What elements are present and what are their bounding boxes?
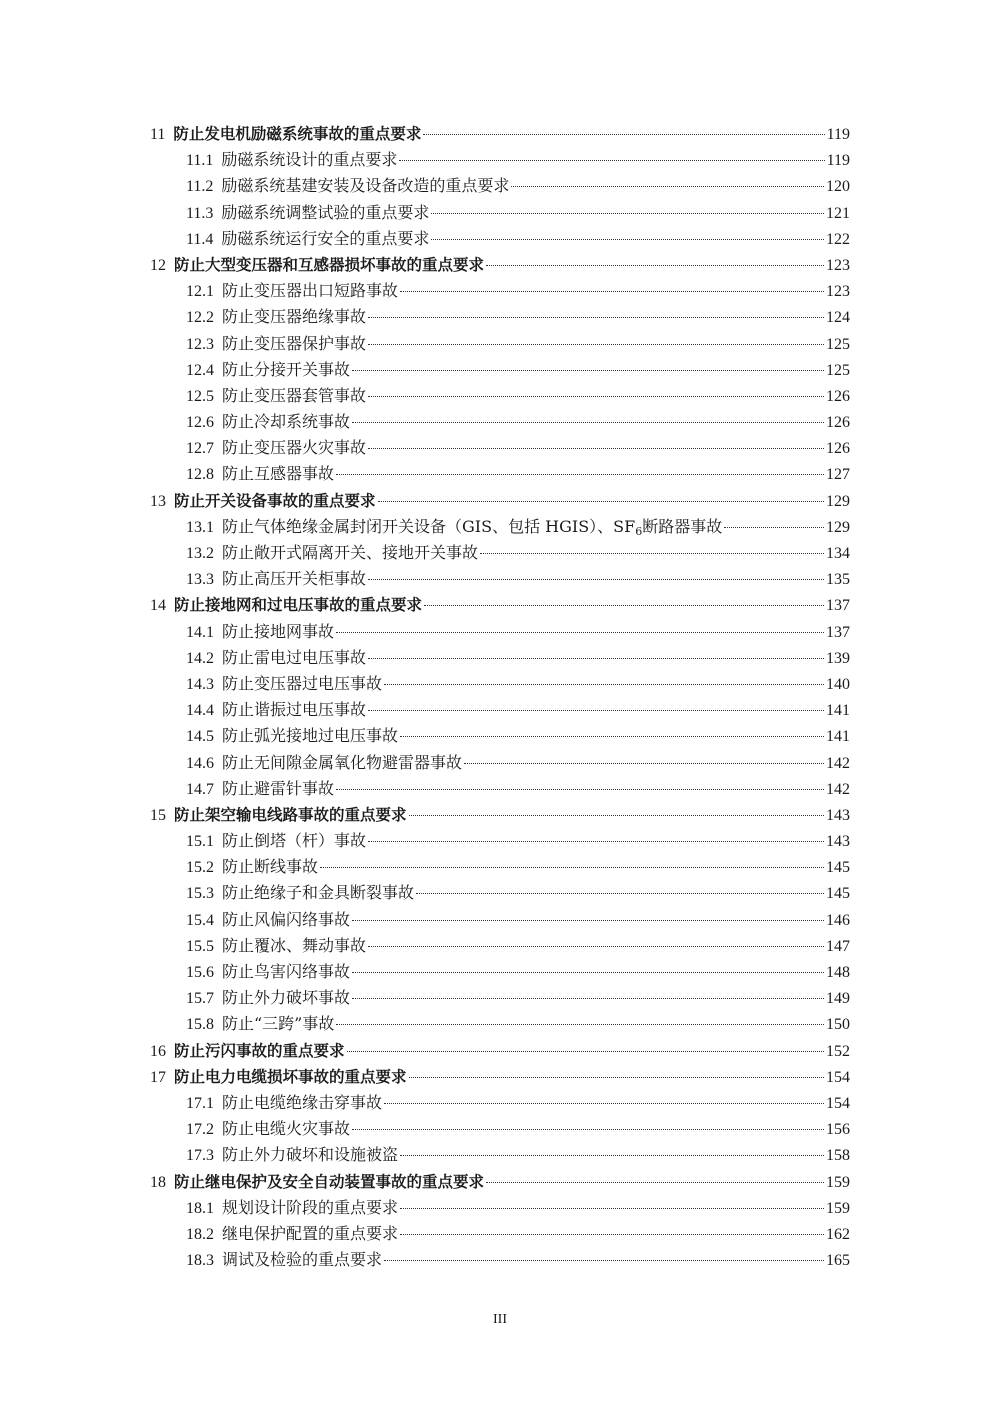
toc-entry-page-number: 158 [826, 1147, 850, 1165]
toc-entry-page-number: 141 [826, 702, 850, 720]
toc-section-entry[interactable] [150, 514, 850, 540]
toc-dot-leader [400, 1155, 824, 1156]
toc-dot-leader [368, 658, 824, 659]
toc-entry-title: 防止断线事故 [222, 857, 319, 877]
toc-section-entry[interactable] [150, 985, 850, 1011]
toc-entry-title: 防止“三跨”事故 [222, 1014, 335, 1034]
toc-dot-leader [352, 422, 824, 423]
toc-entry-title-text: 防止气体绝缘金属封闭开关设备（GIS、包括 HGIS）、SF [222, 516, 636, 536]
toc-dot-leader [336, 632, 824, 633]
toc-entry-title: 防止冷却系统事故 [222, 412, 351, 432]
toc-chapter-entry[interactable] [150, 802, 850, 828]
toc-chapter-entry[interactable] [150, 252, 850, 278]
toc-entry-number: 11 [150, 126, 166, 143]
toc-entry-title: 防止电力电缆损坏事故的重点要求 [174, 1067, 407, 1086]
toc-entry-number: 15.7 [186, 990, 214, 1008]
toc-dot-leader [352, 972, 824, 973]
toc-entry-title: 防止变压器保护事故 [222, 333, 367, 353]
toc-section-entry[interactable] [150, 200, 850, 226]
toc-entry-number: 17.1 [186, 1094, 214, 1112]
toc-section-entry[interactable] [150, 1142, 850, 1168]
toc-chapter-entry[interactable] [150, 1064, 850, 1090]
toc-entry-title: 防止外力破坏事故 [222, 988, 351, 1008]
toc-entry-title: 防止无间隙金属氧化物避雷器事故 [222, 752, 463, 772]
toc-dot-leader [352, 998, 824, 999]
toc-entry-page-number: 154 [826, 1068, 850, 1086]
toc-section-entry[interactable] [150, 331, 850, 357]
toc-entry-number: 12.8 [186, 466, 214, 484]
toc-dot-leader [486, 1182, 824, 1183]
toc-entry-title: 防止接地网和过电压事故的重点要求 [174, 596, 423, 615]
toc-entry-number: 13 [150, 492, 166, 510]
toc-dot-leader [336, 474, 824, 475]
toc-entry-number: 17 [150, 1068, 166, 1086]
toc-dot-leader [378, 501, 824, 502]
toc-entry-page-number: 120 [826, 178, 850, 196]
toc-entry-title: 防止继电保护及安全自动装置事故的重点要求 [174, 1172, 485, 1191]
toc-chapter-entry[interactable] [150, 488, 850, 514]
toc-entry-title: 励磁系统基建安装及设备改造的重点要求 [221, 176, 510, 196]
toc-entry-number: 11.4 [186, 230, 214, 248]
toc-entry-title: 防止雷电过电压事故 [222, 647, 367, 667]
toc-entry-number: 13.2 [186, 545, 214, 562]
toc-dot-leader [409, 1077, 824, 1078]
toc-entry-page-number: 127 [826, 466, 850, 484]
toc-dot-leader [400, 736, 824, 737]
toc-entry-page-number: 145 [826, 885, 850, 903]
toc-section-entry[interactable] [150, 854, 850, 880]
toc-entry-page-number: 142 [826, 780, 850, 798]
toc-section-entry[interactable] [150, 226, 850, 252]
toc-section-entry[interactable] [150, 383, 850, 409]
toc-entry-title: 防止架空输电线路事故的重点要求 [174, 805, 407, 824]
toc-entry-page-number: 159 [826, 1199, 850, 1217]
toc-entry-title: 防止电缆火灾事故 [222, 1119, 351, 1139]
toc-dot-leader [486, 265, 824, 266]
toc-dot-leader [409, 815, 824, 816]
toc-entry-page-number: 119 [826, 126, 850, 143]
toc-entry-page-number: 140 [826, 675, 850, 693]
toc-entry-title: 防止变压器火灾事故 [222, 438, 367, 458]
toc-entry-title-text-after: 断路器事故 [642, 516, 723, 536]
toc-entry-number: 14.2 [186, 649, 214, 667]
toc-entry-number: 15.3 [186, 885, 214, 903]
toc-entry-page-number: 143 [826, 806, 850, 824]
toc-dot-leader [400, 1208, 824, 1209]
toc-entry-page-number: 147 [826, 937, 850, 955]
toc-entry-page-number: 149 [826, 990, 850, 1008]
toc-entry-title: 防止接地网事故 [222, 621, 335, 641]
toc-entry-page-number: 126 [826, 414, 850, 432]
toc-entry-page-number: 122 [826, 230, 850, 248]
toc-entry-number: 14 [150, 597, 166, 615]
toc-entry-page-number: 141 [826, 728, 850, 746]
toc-dot-leader [384, 1260, 824, 1261]
toc-entry-number: 15.6 [186, 964, 214, 981]
toc-section-entry[interactable] [150, 645, 850, 671]
toc-section-entry[interactable] [150, 435, 850, 461]
toc-dot-leader [368, 448, 824, 449]
toc-entry-number: 11.1 [186, 152, 214, 170]
toc-entry-number: 14.7 [186, 780, 214, 798]
toc-entry-number: 14.6 [186, 754, 214, 772]
toc-entry-page-number: 123 [826, 283, 850, 301]
toc-section-entry[interactable] [150, 933, 850, 959]
toc-dot-leader [368, 841, 824, 842]
toc-entry-title: 防止变压器套管事故 [222, 385, 367, 405]
toc-section-entry[interactable] [150, 1011, 850, 1037]
toc-entry-number: 15.1 [186, 833, 214, 851]
toc-dot-leader [399, 160, 824, 161]
toc-entry-number: 15.5 [186, 937, 214, 955]
toc-entry-page-number: 142 [826, 754, 850, 772]
toc-entry-page-number: 145 [826, 859, 850, 877]
toc-entry-number: 12.5 [186, 387, 214, 405]
toc-entry-title: 防止谐振过电压事故 [222, 700, 367, 720]
toc-dot-leader [368, 344, 824, 345]
toc-entry-page-number: 135 [826, 571, 850, 589]
toc-entry-number: 15.4 [186, 911, 214, 929]
toc-dot-leader [368, 317, 824, 318]
toc-chapter-entry[interactable] [150, 592, 850, 618]
toc-entry-title: 励磁系统运行安全的重点要求 [221, 228, 430, 248]
toc-entry-number: 12.4 [186, 361, 214, 379]
toc-entry-number: 14.4 [186, 702, 214, 720]
toc-entry-page-number: 129 [826, 492, 850, 510]
toc-entry-page-number: 125 [826, 335, 850, 353]
toc-entry-page-number: 156 [826, 1121, 850, 1139]
toc-section-entry[interactable] [150, 173, 850, 199]
toc-entry-number: 18.2 [186, 1225, 214, 1243]
toc-dot-leader [352, 920, 824, 921]
toc-entry-number: 18 [150, 1173, 166, 1191]
toc-entry-number: 16 [150, 1042, 166, 1060]
toc-entry-page-number: 125 [826, 361, 850, 379]
toc-dot-leader [384, 684, 824, 685]
toc-entry-number: 14.1 [186, 623, 214, 641]
toc-section-entry[interactable] [150, 880, 850, 906]
toc-entry-number: 17.2 [186, 1121, 214, 1139]
toc-dot-leader [480, 553, 824, 554]
toc-entry-title-subscript: 6 [635, 524, 643, 538]
toc-entry-title: 防止变压器过电压事故 [222, 673, 383, 693]
toc-dot-leader [400, 1234, 824, 1235]
toc-entry-title: 防止大型变压器和互感器损坏事故的重点要求 [174, 255, 485, 274]
toc-dot-leader [511, 186, 824, 187]
toc-entry-page-number: 121 [826, 204, 850, 222]
toc-section-entry[interactable] [150, 1247, 850, 1273]
toc-dot-leader [384, 1103, 824, 1104]
toc-entry-title: 防止发电机励磁系统事故的重点要求 [173, 125, 422, 143]
toc-dot-leader [352, 1129, 824, 1130]
toc-entry-page-number: 119 [826, 152, 850, 170]
toc-dot-leader [464, 763, 824, 764]
toc-section-entry[interactable] [150, 409, 850, 435]
toc-section-entry[interactable] [150, 357, 850, 383]
toc-entry-page-number: 152 [826, 1042, 850, 1060]
toc-entry-title: 防止互感器事故 [222, 464, 335, 484]
toc-entry-number: 12 [150, 256, 166, 274]
toc-section-entry[interactable] [150, 278, 850, 304]
toc-entry-title: 防止避雷针事故 [222, 778, 335, 798]
toc-dot-leader [416, 893, 824, 894]
toc-entry-page-number: 154 [826, 1094, 850, 1112]
toc-dot-leader [724, 527, 824, 528]
toc-entry-number: 12.2 [186, 309, 214, 327]
table-of-contents [150, 121, 850, 1273]
toc-entry-number: 14.5 [186, 728, 214, 746]
toc-entry-title: 防止分接开关事故 [222, 359, 351, 379]
toc-dot-leader [368, 946, 824, 947]
toc-entry-number: 12.3 [186, 335, 214, 353]
toc-entry-number: 13.1 [186, 518, 214, 536]
toc-entry-title: 继电保护配置的重点要求 [222, 1223, 399, 1243]
toc-entry-page-number: 139 [826, 649, 850, 667]
toc-section-entry[interactable] [150, 1090, 850, 1116]
toc-entry-title: 励磁系统设计的重点要求 [221, 150, 398, 170]
toc-section-entry[interactable] [150, 959, 850, 985]
toc-section-entry[interactable] [150, 907, 850, 933]
toc-entry-number: 15 [150, 806, 166, 824]
toc-dot-leader [320, 867, 824, 868]
toc-entry-number: 13.3 [186, 571, 214, 589]
toc-entry-number: 15.2 [186, 859, 214, 877]
toc-dot-leader [368, 710, 824, 711]
toc-entry-number: 18.3 [186, 1252, 214, 1270]
toc-entry-number: 18.1 [186, 1199, 214, 1217]
toc-entry-title: 防止覆冰、舞动事故 [222, 935, 367, 955]
toc-entry-title: 防止外力破坏和设施被盗 [222, 1145, 399, 1165]
toc-entry-page-number: 146 [826, 911, 850, 929]
toc-entry-page-number: 165 [826, 1252, 850, 1270]
toc-section-entry[interactable] [150, 1195, 850, 1221]
toc-entry-title: 防止倒塔（杆）事故 [222, 831, 367, 851]
toc-entry-title: 防止污闪事故的重点要求 [174, 1041, 345, 1060]
toc-chapter-entry[interactable] [150, 121, 850, 147]
toc-dot-leader [368, 396, 824, 397]
toc-entry-number: 12.7 [186, 440, 214, 458]
toc-entry-title: 规划设计阶段的重点要求 [222, 1197, 399, 1217]
toc-entry-page-number: 126 [826, 440, 850, 458]
toc-section-entry[interactable] [150, 671, 850, 697]
toc-entry-title: 防止变压器绝缘事故 [222, 307, 367, 327]
toc-entry-page-number: 159 [826, 1173, 850, 1191]
toc-dot-leader [400, 291, 824, 292]
toc-entry-number: 11.2 [186, 178, 214, 196]
toc-entry-page-number: 148 [826, 964, 850, 981]
toc-entry-title: 防止风偏闪络事故 [222, 909, 351, 929]
toc-dot-leader [431, 239, 824, 240]
toc-entry-title: 防止变压器出口短路事故 [222, 281, 399, 301]
toc-entry-page-number: 150 [826, 1016, 850, 1034]
toc-entry-title: 防止电缆绝缘击穿事故 [222, 1092, 383, 1112]
toc-section-entry[interactable] [150, 566, 850, 592]
toc-entry-title: 励磁系统调整试验的重点要求 [221, 202, 430, 222]
toc-entry-page-number: 162 [826, 1225, 850, 1243]
toc-entry-number: 11.3 [186, 204, 214, 222]
toc-section-entry[interactable] [150, 828, 850, 854]
toc-entry-title: 防止弧光接地过电压事故 [222, 726, 399, 746]
page-number: III [493, 1312, 507, 1327]
toc-section-entry[interactable] [150, 776, 850, 802]
toc-entry-page-number: 123 [826, 256, 850, 274]
toc-entry-number: 15.8 [186, 1016, 214, 1034]
toc-dot-leader [431, 213, 824, 214]
toc-entry-number: 17.3 [186, 1147, 214, 1165]
toc-entry-number: 12.6 [186, 414, 214, 432]
toc-dot-leader [336, 789, 824, 790]
toc-entry-number: 12.1 [186, 283, 214, 301]
toc-section-entry[interactable] [150, 750, 850, 776]
toc-section-entry[interactable] [150, 1221, 850, 1247]
toc-entry-page-number: 137 [826, 597, 850, 615]
toc-dot-leader [347, 1051, 824, 1052]
toc-section-entry[interactable] [150, 619, 850, 645]
toc-section-entry[interactable] [150, 697, 850, 723]
toc-chapter-entry[interactable] [150, 1169, 850, 1195]
toc-entry-page-number: 129 [826, 518, 850, 536]
toc-dot-leader [368, 579, 824, 580]
toc-entry-title: 调试及检验的重点要求 [222, 1250, 383, 1270]
toc-section-entry[interactable] [150, 304, 850, 330]
toc-entry-title: 防止绝缘子和金具断裂事故 [222, 883, 415, 903]
toc-dot-leader [423, 134, 824, 135]
toc-entry-page-number: 137 [826, 623, 850, 641]
toc-entry-number: 14.3 [186, 675, 214, 693]
toc-section-entry[interactable] [150, 461, 850, 487]
toc-section-entry[interactable] [150, 1116, 850, 1142]
toc-dot-leader [424, 605, 824, 606]
toc-entry-title: 防止高压开关柜事故 [222, 569, 367, 589]
toc-dot-leader [352, 370, 824, 371]
toc-entry-title: 防止敞开式隔离开关、接地开关事故 [222, 543, 479, 562]
toc-dot-leader [336, 1024, 824, 1025]
toc-entry-title: 防止开关设备事故的重点要求 [174, 491, 376, 510]
toc-entry-title: 防止鸟害闪络事故 [222, 962, 351, 981]
toc-section-entry[interactable] [150, 147, 850, 173]
toc-entry-page-number: 126 [826, 387, 850, 405]
toc-section-entry[interactable] [150, 723, 850, 749]
toc-entry-page-number: 134 [826, 545, 850, 562]
toc-entry-page-number: 124 [826, 309, 850, 327]
toc-chapter-entry[interactable] [150, 1038, 850, 1064]
toc-entry-page-number: 143 [826, 833, 850, 851]
